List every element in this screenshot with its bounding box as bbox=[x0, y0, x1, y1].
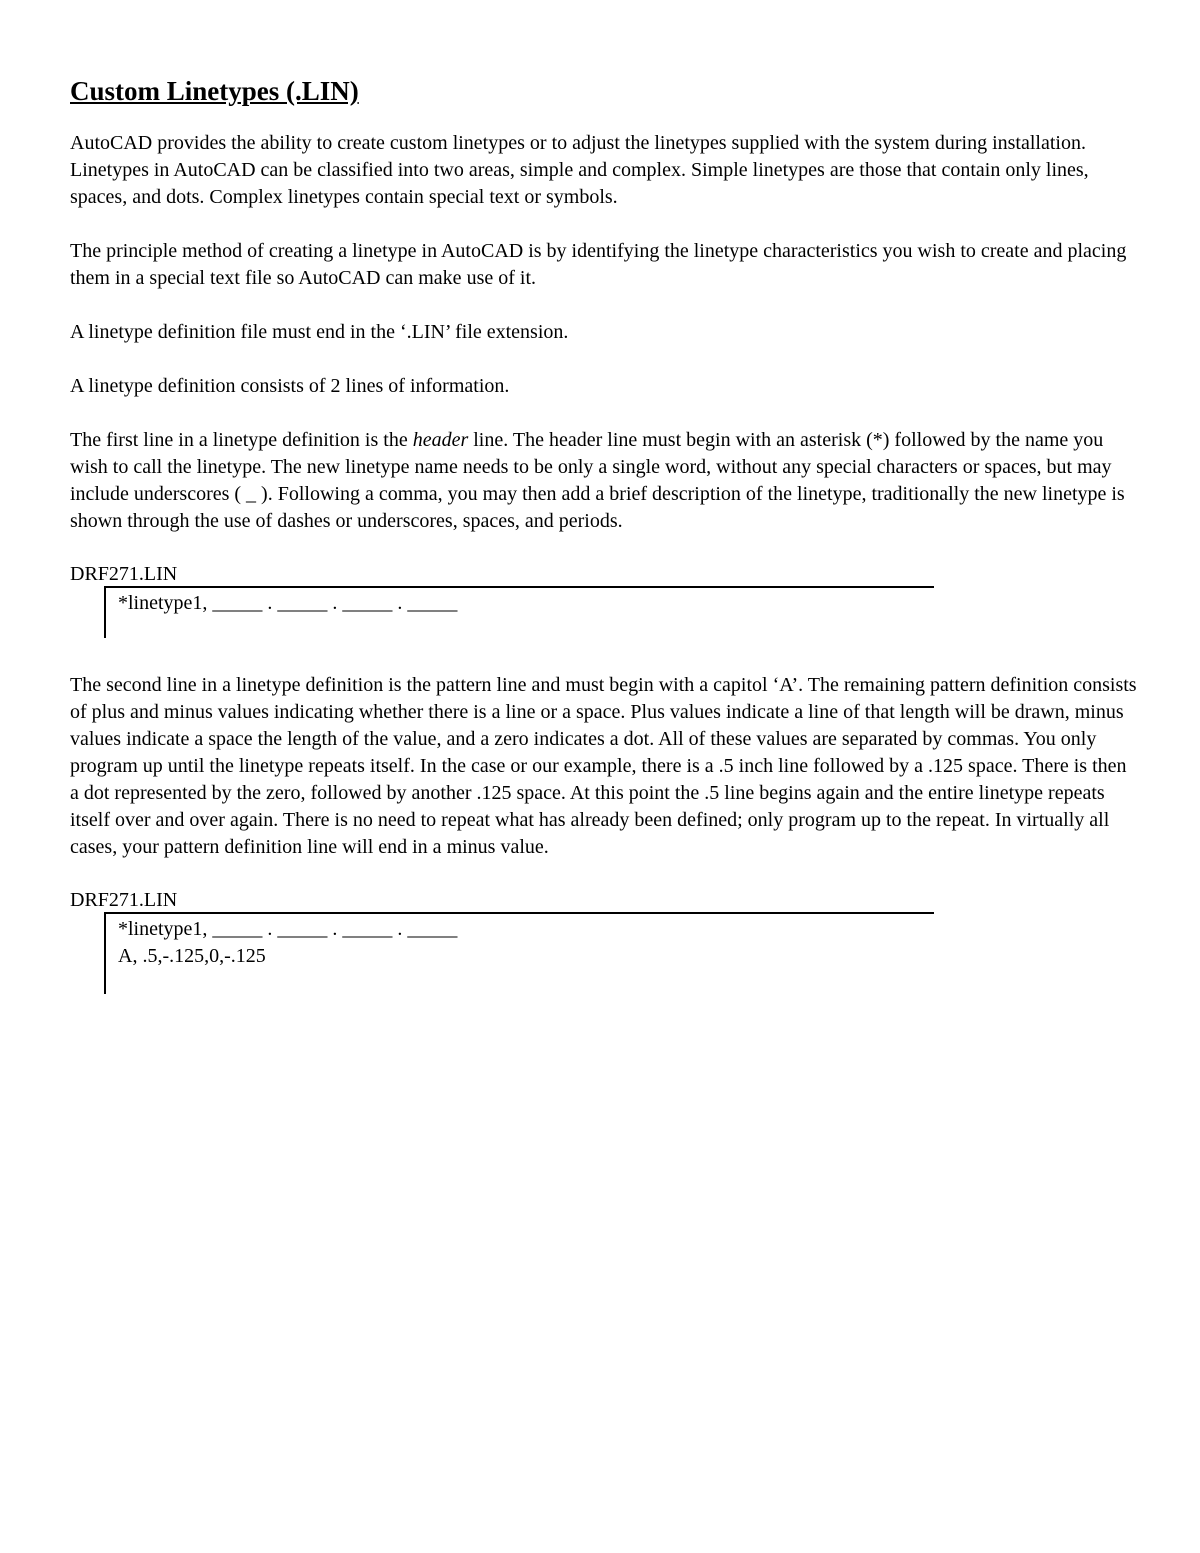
file-name-label: DRF271.LIN bbox=[70, 889, 178, 911]
page-title: Custom Linetypes (.LIN) bbox=[70, 76, 359, 106]
intro-paragraph: AutoCAD provides the ability to create custom linetypes or to adjust the linetypes supplied with the system during installation. Linetypes in AutoCAD can be classified into two areas, simple and complex. Simple linetypes are those that contain only lines, spaces, and dots. Complex linetypes contain special text or symbols. bbox=[70, 132, 1089, 208]
header-text-after: line. The header line must begin with an asterisk (*) followed by the name you wish to call the linetype. The new linetype name needs to be only a single word, without any special characters or spaces, but may include underscores ( _ ). Following a comma, you may then add a brief description of the linetype, traditionally the new linetype is shown through the use of dashes or underscores, spaces, and periods. bbox=[70, 429, 1125, 532]
header-line-paragraph bbox=[70, 427, 1140, 535]
code-box bbox=[104, 912, 934, 994]
definition-paragraph: A linetype definition consists of 2 lines of information. bbox=[70, 375, 510, 397]
method-paragraph: The principle method of creating a linetype in AutoCAD is by identifying the linetype characteristics you wish to create and placing them in a special text file so AutoCAD can make use of it. bbox=[70, 240, 1127, 289]
file-name-label: DRF271.LIN bbox=[70, 563, 178, 585]
example-file-2 bbox=[70, 888, 934, 994]
header-code-line: *linetype1, _____ . _____ . _____ . _____ bbox=[118, 918, 458, 940]
extension-paragraph: A linetype definition file must end in the ‘.LIN’ file extension. bbox=[70, 321, 569, 343]
example-file-1 bbox=[70, 562, 934, 638]
header-text-before: The first line in a linetype definition is the bbox=[70, 429, 413, 451]
document-page bbox=[70, 74, 1140, 1028]
code-box bbox=[104, 586, 934, 638]
pattern-code-line: A, .5,-.125,0,-.125 bbox=[118, 945, 266, 967]
pattern-line-paragraph: The second line in a linetype definition is the pattern line and must begin with a capitol ‘A’. The remaining pattern definition consists of plus and minus values indicating whether there is a line or a space. Plus values indicate a line of that length will be drawn, minus values indicate a space the length of the value, and a zero indicates a dot. All of these values are separated by commas. You only program up until the linetype repeats itself. In the case or our example, there is a .5 inch line followed by a .125 space. There is then a dot represented by the zero, followed by another .125 space. At this point the .5 line begins again and the entire linetype repeats itself over and over again. There is no need to repeat what has already been defined; only program up to the repeat. In virtually all cases, your pattern definition line will end in a minus value. bbox=[70, 674, 1137, 858]
header-emphasis: header bbox=[412, 429, 469, 451]
header-code-line: *linetype1, _____ . _____ . _____ . _____ bbox=[118, 592, 458, 614]
